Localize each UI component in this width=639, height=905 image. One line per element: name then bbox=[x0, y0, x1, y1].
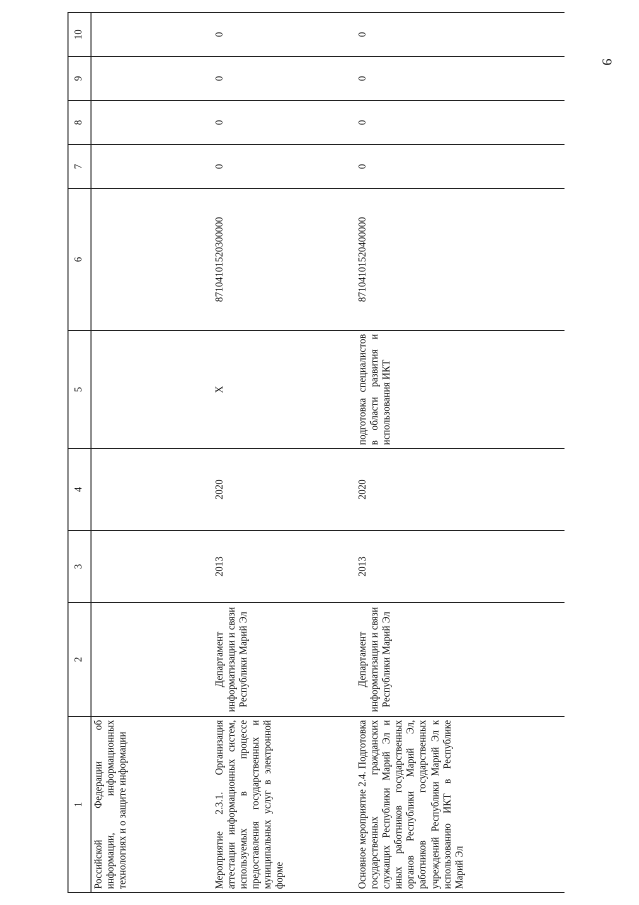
cell-executor: Департамент информатизации и связи Республики Марий Эл bbox=[354, 602, 564, 716]
cell-measure-name: Мероприятие 2.3.1. Организация аттестации информационных систем, используемых в процессе предоставления государственных и муниципальных услуг в электронной форме bbox=[211, 716, 354, 892]
cell-code: 87104101520400000 bbox=[354, 188, 564, 330]
header-col-1: 1 bbox=[68, 716, 91, 892]
cell-end-year: 2020 bbox=[211, 448, 354, 530]
cell-executor: Департамент информатизации и связи Республики Марий Эл bbox=[211, 602, 354, 716]
header-col-2: 2 bbox=[68, 602, 91, 716]
cell-value-10: 0 bbox=[211, 12, 354, 56]
cell-value-10 bbox=[91, 12, 211, 56]
cell-measure-name: Основное мероприятие 2.4. Подготовка государственных гражданских служащих Республики Марий Эл и иных работников государственных органов Республики Марий Эл, работников государственных учреждений Республики Марий Эл к использованию ИКТ в Республике Марий Эл bbox=[354, 716, 564, 892]
cell-code: 87104101520300000 bbox=[211, 188, 354, 330]
table-row bbox=[211, 12, 354, 892]
cell-result: Х bbox=[211, 330, 354, 448]
header-row bbox=[68, 12, 91, 892]
cell-value-9: 0 bbox=[211, 56, 354, 100]
cell-value-9: 0 bbox=[354, 56, 564, 100]
cell-value-7 bbox=[91, 144, 211, 188]
cell-value-9 bbox=[91, 56, 211, 100]
header-col-3: 3 bbox=[68, 530, 91, 602]
cell-value-8 bbox=[91, 100, 211, 144]
cell-value-7: 0 bbox=[354, 144, 564, 188]
cell-value-8: 0 bbox=[211, 100, 354, 144]
header-col-9: 9 bbox=[68, 56, 91, 100]
rotated-table-container bbox=[67, 13, 572, 893]
cell-end-year: 2020 bbox=[354, 448, 564, 530]
header-col-7: 7 bbox=[68, 144, 91, 188]
cell-start-year: 2013 bbox=[211, 530, 354, 602]
cell-code bbox=[91, 188, 211, 330]
cell-start-year bbox=[91, 530, 211, 602]
page-number: 9 bbox=[598, 58, 614, 66]
table-row bbox=[91, 12, 211, 892]
cell-executor bbox=[91, 602, 211, 716]
cell-value-10: 0 bbox=[354, 12, 564, 56]
cell-result bbox=[91, 330, 211, 448]
cell-value-7: 0 bbox=[211, 144, 354, 188]
header-col-4: 4 bbox=[68, 448, 91, 530]
cell-value-8: 0 bbox=[354, 100, 564, 144]
cell-measure-name: Российской Федерации об информации, информационных технологиях и о защите информации bbox=[91, 716, 211, 892]
header-col-10: 10 bbox=[68, 12, 91, 56]
cell-start-year: 2013 bbox=[354, 530, 564, 602]
program-table bbox=[67, 12, 564, 893]
cell-result: подготовка специалистов в области развития и использования ИКТ bbox=[354, 330, 564, 448]
table-row bbox=[354, 12, 564, 892]
header-col-8: 8 bbox=[68, 100, 91, 144]
header-col-6: 6 bbox=[68, 188, 91, 330]
cell-end-year bbox=[91, 448, 211, 530]
header-col-5: 5 bbox=[68, 330, 91, 448]
